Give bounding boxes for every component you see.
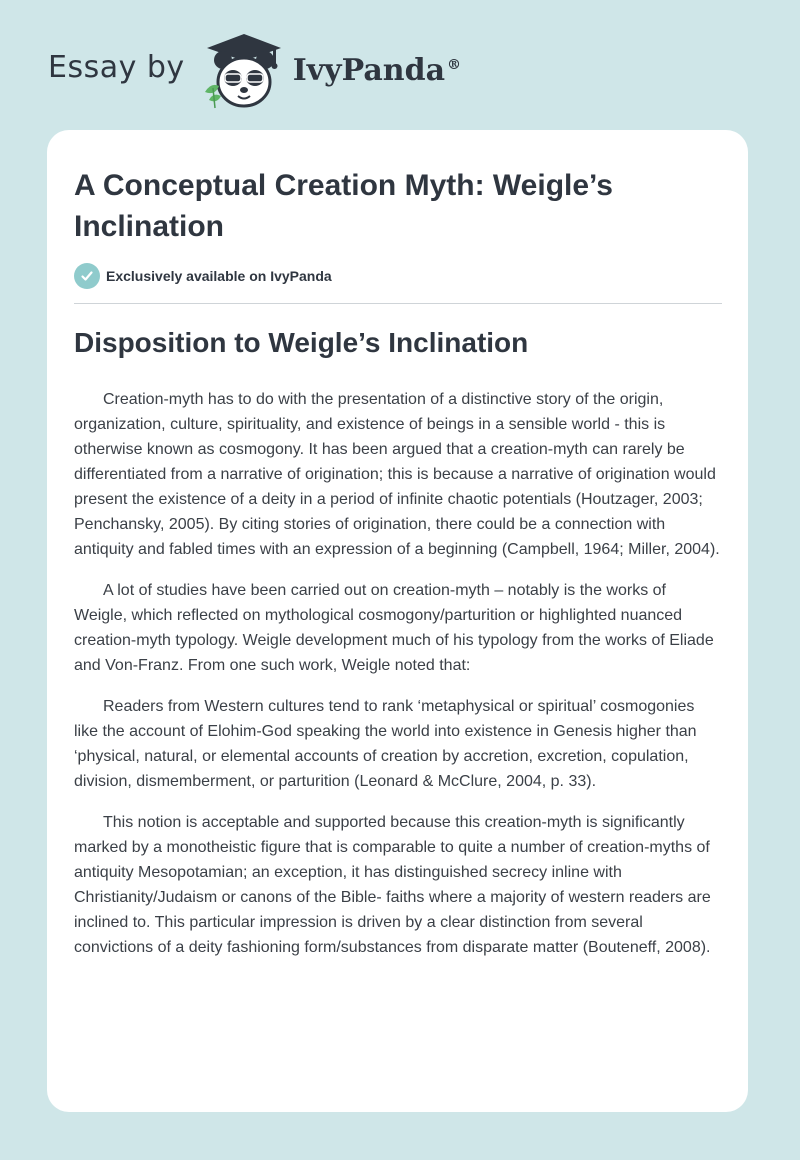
registered-mark: ® [447,56,462,73]
section-heading: Disposition to Weigle’s Inclination [74,327,529,358]
paragraph: A lot of studies have been carried out on creation-myth – notably is the works of Weigle, which reflected on mythological cosmogony/parturition or highlighted nuanced creation-myth typology. Weigle development much of his typology from the works of Eliade and Von-Franz. From one such work, Weigle noted that: [74,582,714,674]
article-body [74,387,722,976]
brand-text: IvyPanda [292,52,446,88]
article-title: A Conceptual Creation Myth: Weigle’s Inclination [74,169,613,243]
article-card [47,130,748,1112]
check-icon [74,263,100,289]
brand-name[interactable] [293,53,461,88]
divider [74,303,722,304]
panda-logo-icon[interactable] [199,30,289,114]
paragraph: This notion is acceptable and supported because this creation-myth is significantly marked by a monotheistic figure that is comparable to quite a number of creation-myths of antiquity Mesopotamian; an exception, it has distinguished secrecy inline with Christianity/Judaism or canons of the Bible- faiths where a majority of western readers are inclined to. This particular impression is driven by a clear distinction from several convictions of a deity fashioning form/substances from disparate matter (Bouteneff, 2008). [74,814,711,956]
paragraph: Creation-myth has to do with the presentation of a distinctive story of the origin, organization, culture, spirituality, and existence of beings in a sensible world - this is otherwise known as cosmogony. It has been argued that a creation-myth can rarely be differentiated from a narrative of origination; this is because a narrative of origination would present the existence of a deity in a period of infinite chaotic potentials (Houtzager, 2003; Penchansky, 2005). By citing stories of origination, there could be a connection with antiquity and fabled times with an expression of a beginning (Campbell, 1964; Miller, 2004). [74,391,720,558]
exclusive-badge-label: Exclusively available on IvyPanda [106,268,332,284]
site-header [48,30,461,114]
essay-by-label: Essay by [48,49,185,85]
block-quote: Readers from Western cultures tend to rank ‘metaphysical or spiritual’ cosmogonies like the account of Elohim-God speaking the world into existence in Genesis higher than ‘physical, natural, or elemental accounts of creation by accretion, excretion, copulation, division, dismemberment, or parturition (Leonard & McClure, 2004, p. 33). [74,698,697,790]
exclusive-badge [74,263,332,289]
